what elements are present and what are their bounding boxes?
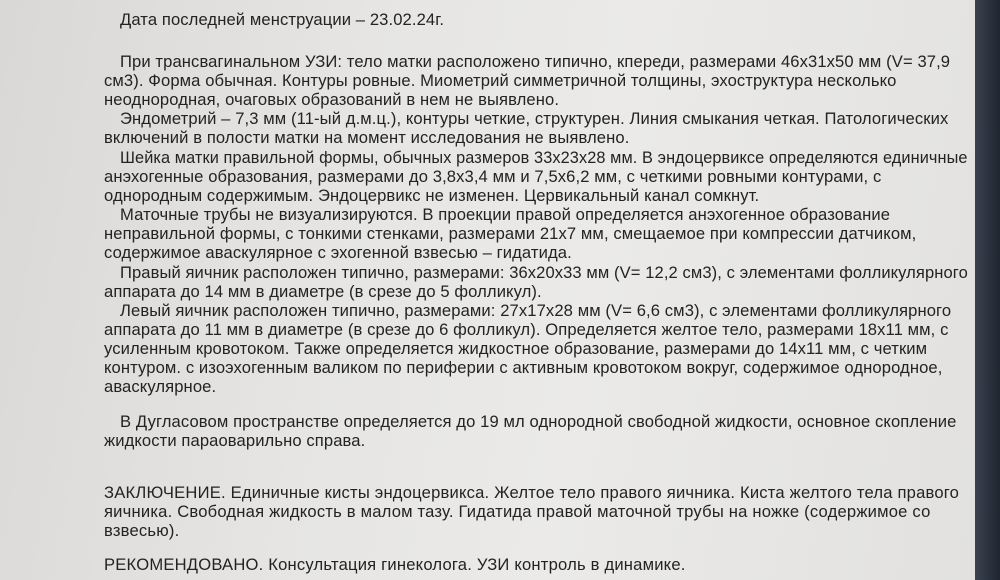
douglas-line-2: жидкости параоварильно справа. xyxy=(104,431,366,450)
left-ovary-line-5: аваскулярное. xyxy=(104,377,217,396)
conclusion-line-1: ЗАКЛЮЧЕНИЕ. Единичные кисты эндоцервикса. Желтое тело правого яичника. Киста желтого тела правого xyxy=(104,483,960,502)
tubes-line-2: неправильной формы, с тонкими стенками, размерами 21х7 мм, смещаемое при компрессии датчиком, xyxy=(104,224,917,243)
left-ovary-line-3: усиленным кровотоком. Также определяется жидкостное образование, размерами до 14х11 мм, с четким xyxy=(104,339,928,358)
right-ovary-line-2: аппарата до 14 мм в диаметре (в срезе до 5 фолликул). xyxy=(104,282,542,301)
conclusion-line-2: яичника. Свободная жидкость в малом тазу. Гидатида правой маточной трубы на ножке (содержимое со xyxy=(104,502,931,521)
left-ovary-line-1: Левый яичник расположен типично, размерами: 27х17х28 мм (V= 6,6 см3), с элементами фолликулярного xyxy=(120,301,952,320)
endometrium-line-2: включений в полости матки на момент исследования не выявлено. xyxy=(104,128,630,147)
left-ovary-line-2: аппарата до 11 мм в диаметре (в срезе до 6 фолликул). Определяется желтое тело, размерами 18х11 мм, с xyxy=(104,320,949,339)
left-ovary-line-4: контуром. с изоэхогенным валиком по периферии с активным кровотоком вокруг, содержимое однородное, xyxy=(104,358,943,377)
menstruation-date-line: Дата последней менструации – 23.02.24г. xyxy=(120,10,445,29)
uterus-paragraph-line-1: При трансвагинальном УЗИ: тело матки расположено типично, кпереди, размерами 46х31х50 мм (V= 37,9 xyxy=(120,52,951,71)
recommendation-line: РЕКОМЕНДОВАНО. Консультация гинеколога. УЗИ контроль в динамике. xyxy=(104,555,686,574)
tubes-line-1: Маточные трубы не визуализируются. В проекции правой определяется анэхогенное образование xyxy=(120,205,891,224)
cervix-line-1: Шейка матки правильной формы, обычных размеров 33х23х28 мм. В эндоцервиксе определяются единичные xyxy=(120,148,968,167)
cervix-line-3: однородным содержимым. Эндоцервикс не изменен. Цервикальный канал сомкнут. xyxy=(104,186,760,205)
cervix-line-2: анэхогенные образования, размерами до 3,8х3,4 мм и 7,5х6,2 мм, с четкими ровными контурами, с xyxy=(104,167,882,186)
douglas-line-1: В Дугласовом пространстве определяется до 19 мл однородной свободной жидкости, основное скопление xyxy=(120,412,957,431)
uterus-paragraph-line-3: неоднородная, очаговых образований в нем не выявлено. xyxy=(104,90,560,109)
tubes-line-3: содержимое аваскулярное с эхогенной взвесью – гидатида. xyxy=(104,243,572,262)
uterus-paragraph-line-2: см3). Форма обычная. Контуры ровные. Миометрий симметричной толщины, эхоструктура несколько xyxy=(104,71,897,90)
conclusion-line-3: взвесью). xyxy=(104,521,180,540)
endometrium-line-1: Эндометрий – 7,3 мм (11-ый д.м.ц.), контуры четкие, структурен. Линия смыкания четкая. Патологических xyxy=(120,109,949,128)
right-ovary-line-1: Правый яичник расположен типично, размерами: 36х20х33 мм (V= 12,2 см3), с элементами фолликулярного xyxy=(120,263,968,282)
background-edge xyxy=(975,0,1000,580)
